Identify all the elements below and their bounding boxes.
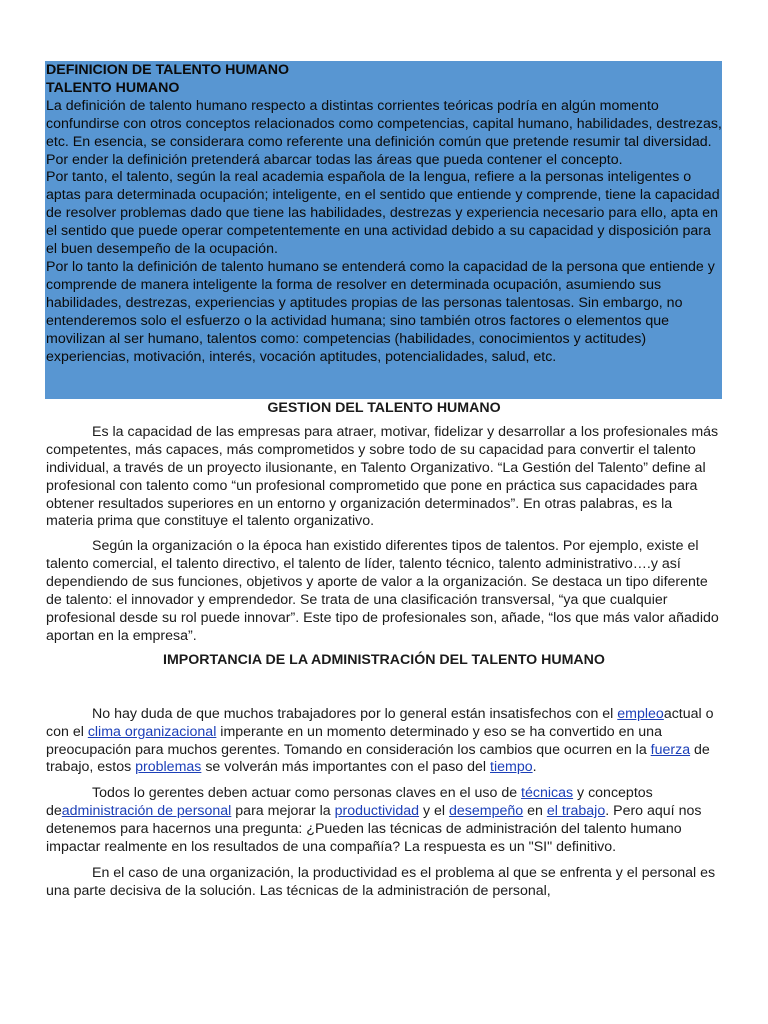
paragraph-text: de trabajo, estos [46, 741, 710, 776]
link-empleo[interactable]: empleo [617, 705, 664, 722]
paragraph-text: actual o con el [46, 705, 714, 740]
section-title: DEFINICION DE TALENTO HUMANO [46, 62, 290, 78]
document-content [46, 62, 722, 901]
link-fuerza[interactable]: fuerza [650, 741, 691, 758]
gestion-paragraph-1: Es la capacidad de las empresas para atraer, motivar, fidelizar y desarrollar a los profesionales más competentes, más capaces, más comprometidos y sobre todo de su capacidad para convertir el talento individual, a través de un proyecto ilusionante, en Talento Organizativo. “La Gestión del Talento” define al profesional con talento como “un profesional comprometido que pone en práctica sus capacidades para obtener resultados superiores en un entorno y organización determinados”. En otras palabras, es la materia prima que constituye el talento organizativo. [46, 423, 719, 530]
definition-paragraph-3: Por lo tanto la definición de talento humano se entenderá como la capacidad de la persona que entiende y comprende de manera inteligente la forma de resolver en determinada ocupación, asumiendo sus habilidades, destrezas, experiencias y aptitudes propias de las personas talentosas. Sin embargo, no entenderemos solo el esfuerzo o la actividad humana; sino también otros factores o elementos que movilizan al ser humano, talentos como: competencias (habilidades, conocimientos y actitudes) experiencias, motivación, interés, vocación aptitudes, potencialidades, salud, etc. [46, 258, 715, 365]
link-tiempo[interactable]: tiempo [490, 759, 533, 776]
link-problemas[interactable]: problemas [135, 759, 202, 776]
paragraph-text: Todos lo gerentes deben actuar como personas claves en el uso de [92, 785, 522, 802]
definition-paragraph-2: Por tanto, el talento, según la real academia española de la lengua, refiere a la personas inteligentes o aptas para determinada ocupación; inteligente, en el sentido que entiende y comprende, tiene la capacidad de resolver problemas dado que tiene las habilidades, destrezas y experiencia necesario para ello, apta en el sentido que puede operar competentemente en una actividad debido a su capacidad y disposición para el buen desempeño de la ocupación. [46, 169, 720, 258]
link-desempeno[interactable]: desempeño [449, 803, 524, 820]
link-productividad[interactable]: productividad [334, 803, 420, 820]
paragraph-text: No hay duda de que muchos trabajadores por lo general están insatisfechos con el [92, 705, 618, 722]
importancia-paragraph-3: En el caso de una organización, la productividad es el problema al que se enfrenta y el personal es una parte decisiva de la solución. Las técnicas de la administración de personal, [46, 864, 716, 899]
importancia-paragraph-1 [46, 706, 722, 778]
paragraph-text: . Pero aquí nos detenemos para hacernos una pregunta: ¿Pueden las técnicas de administración del talento humano impactar realmente en los resultados de una compañía? La respuesta es un "SI" definitivo. [46, 803, 702, 856]
paragraph-text: se volverán más importantes con el paso del [201, 759, 491, 776]
paragraph-text: y el [419, 803, 450, 820]
link-el-trabajo[interactable]: el trabajo [546, 803, 606, 820]
paragraph-text: . [532, 759, 537, 776]
link-clima-organizacional[interactable]: clima organizacional [87, 723, 217, 740]
paragraph-text: para mejorar la [231, 803, 335, 820]
link-tecnicas[interactable]: técnicas [521, 785, 574, 802]
paragraph-text: imperante en un momento determinado y eso se ha convertido en una preocupación para muchos gerentes. Tomando en consideración los cambios que ocurren en la [46, 723, 662, 758]
link-administracion-de-personal[interactable]: administración de personal [61, 803, 232, 820]
importancia-paragraph-2 [46, 785, 722, 857]
gestion-heading: GESTION DEL TALENTO HUMANO [267, 400, 501, 416]
importancia-heading: IMPORTANCIA DE LA ADMINISTRACIÓN DEL TALENTO HUMANO [163, 651, 605, 668]
definition-paragraph-1: La definición de talento humano respecto a distintas corrientes teóricas podría en algún momento confundirse con otros conceptos relacionados como competencias, capital humano, habilidades, destrezas, etc. En esencia, se considerara como referente una definición común que pretende resumir tal diversidad. Por ender la definición pretenderá abarcar todas las áreas que pueda contener el concepto. [46, 97, 722, 168]
section-subtitle: TALENTO HUMANO [46, 79, 180, 96]
gestion-paragraph-2: Según la organización o la época han existido diferentes tipos de talentos. Por ejemplo, existe el talento comercial, el talento directivo, el talento de líder, talento técnico, talento administrativo….y así dependiendo de sus funciones, objetivos y aporte de valor a la organización. Se destaca un tipo diferente de talento: el innovador y emprendedor. Se trata de una clasificación transversal, “ya que cualquier profesional desde su rol puede innovar”. Este tipo de profesionales son, añade, “los que más valor añadido aportan en la empresa”. [46, 538, 719, 644]
definition-section [46, 62, 722, 398]
paragraph-text: y conceptos de [46, 785, 653, 820]
paragraph-text: en [523, 803, 547, 820]
